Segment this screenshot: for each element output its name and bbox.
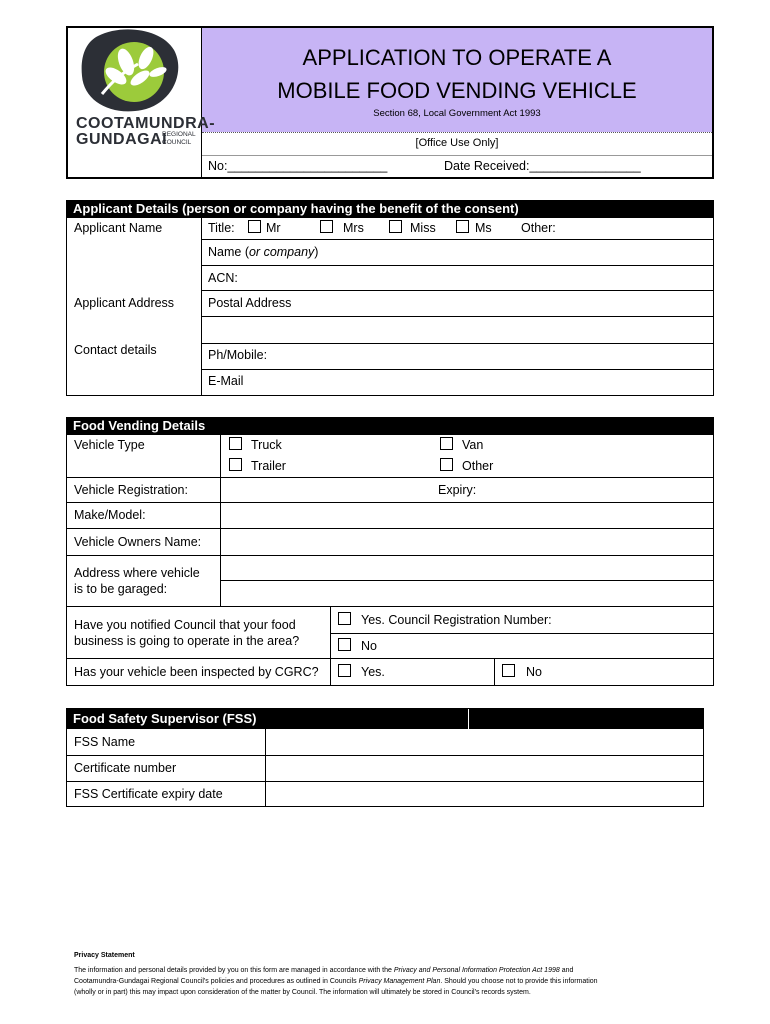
- logo-text-regional: REGIONAL: [162, 131, 196, 138]
- title-other-field[interactable]: Other:: [521, 221, 556, 235]
- name-label-suffix: ): [314, 245, 319, 259]
- office-no-field[interactable]: No:_______________________: [208, 159, 388, 173]
- make-model-input[interactable]: [221, 503, 713, 527]
- notified-yes-checkbox[interactable]: [338, 612, 351, 625]
- phone-mobile-field[interactable]: Ph/Mobile:: [208, 348, 268, 362]
- logo-text-council: COUNCIL: [162, 139, 192, 146]
- privacy-line1-c: and: [559, 967, 574, 974]
- registration-expiry-field[interactable]: Expiry:: [438, 483, 477, 497]
- council-logo-icon: [76, 28, 186, 114]
- vehicle-registration-label: Vehicle Registration:: [74, 483, 188, 497]
- privacy-line2-a: Cootamundra-Gundagai Regional Council's policies and procedures as outlined in Councils: [74, 978, 359, 985]
- page-title-line1: APPLICATION TO OPERATE A: [302, 45, 612, 70]
- vending-row-rule: [66, 658, 714, 659]
- notified-question-line1: Have you notified Council that your food: [74, 618, 296, 632]
- header-dotted-rule: [202, 132, 712, 133]
- name-or-company-field[interactable]: [208, 246, 318, 259]
- applicant-row-rule: [201, 316, 714, 317]
- vehicle-trailer-label: Trailer: [251, 459, 286, 473]
- vehicle-truck-label: Truck: [251, 438, 282, 452]
- title-miss-label: Miss: [410, 221, 436, 235]
- garaged-address-input[interactable]: [221, 556, 713, 605]
- applicant-row-rule: [201, 239, 714, 240]
- notified-no-label: No: [361, 639, 377, 653]
- contact-details-label: Contact details: [74, 343, 157, 357]
- fss-expiry-label: FSS Certificate expiry date: [74, 787, 223, 801]
- privacy-heading: Privacy Statement: [74, 952, 135, 959]
- inspected-question: Has your vehicle been inspected by CGRC?: [74, 665, 319, 679]
- applicant-name-label: Applicant Name: [74, 221, 163, 235]
- name-label-prefix: Name (: [208, 245, 249, 259]
- inspected-no-label: No: [526, 665, 542, 679]
- page-title-line2: MOBILE FOOD VENDING VEHICLE: [277, 78, 637, 103]
- acn-field[interactable]: ACN:: [208, 271, 238, 285]
- applicant-row-rule: [201, 343, 714, 344]
- fss-name-label: FSS Name: [74, 735, 136, 749]
- fss-certificate-label: Certificate number: [74, 761, 177, 775]
- logo-text-line1: COOTAMUNDRA-: [76, 115, 216, 132]
- inspected-yes-label: Yes.: [361, 665, 385, 679]
- vehicle-other-checkbox[interactable]: [440, 458, 453, 471]
- office-date-received-field[interactable]: Date Received:________________: [444, 159, 641, 173]
- page-subtitle: Section 68, Local Government Act 1993: [373, 108, 541, 119]
- vending-row-rule: [66, 606, 714, 607]
- title-ms-checkbox[interactable]: [456, 220, 469, 233]
- logo-text-line2: GUNDAGAI: [76, 131, 168, 148]
- garaged-address-label-line2: is to be garaged:: [74, 582, 168, 596]
- title-mr-checkbox[interactable]: [248, 220, 261, 233]
- applicant-row-rule: [201, 290, 714, 291]
- header-office-rule: [202, 155, 712, 156]
- privacy-line1: [74, 967, 573, 974]
- vehicle-van-label: Van: [462, 438, 484, 452]
- vehicle-other-label: Other: [462, 459, 494, 473]
- vehicle-owners-input[interactable]: [221, 529, 713, 554]
- privacy-line2: [74, 978, 598, 985]
- garaged-address-label-line1: Address where vehicle: [74, 566, 200, 580]
- name-label-italic: or company: [248, 245, 315, 259]
- notified-col-divider: [330, 606, 331, 686]
- email-field[interactable]: E-Mail: [208, 374, 244, 388]
- inspected-col-divider: [494, 658, 495, 686]
- vehicle-registration-input[interactable]: [221, 478, 431, 501]
- vehicle-trailer-checkbox[interactable]: [229, 458, 242, 471]
- notified-question-line2: business is going to operate in the area?: [74, 634, 300, 648]
- notified-yes-registration-field[interactable]: Yes. Council Registration Number:: [361, 613, 552, 627]
- notified-no-checkbox[interactable]: [338, 638, 351, 651]
- inspected-no-checkbox[interactable]: [502, 664, 515, 677]
- title-ms-label: Ms: [475, 221, 492, 235]
- applicant-row-rule: [201, 265, 714, 266]
- privacy-act-name: Privacy and Personal Information Protection Act 1998: [393, 967, 560, 974]
- fss-expiry-input[interactable]: [266, 782, 703, 806]
- privacy-line1-a: The information and personal details provided by you on this form are managed in accordance with the: [74, 967, 394, 974]
- title-mr-label: Mr: [266, 221, 281, 235]
- title-miss-checkbox[interactable]: [389, 220, 402, 233]
- vending-section-heading: Food Vending Details: [66, 417, 714, 435]
- vehicle-owners-label: Vehicle Owners Name:: [74, 535, 202, 549]
- privacy-plan-name: Privacy Management Plan: [358, 978, 441, 985]
- title-label: Title:: [208, 221, 235, 235]
- fss-section-heading: Food Safety Supervisor (FSS): [66, 708, 468, 729]
- title-mrs-checkbox[interactable]: [320, 220, 333, 233]
- vehicle-type-label: Vehicle Type: [74, 438, 145, 452]
- privacy-line3: (wholly or in part) this may impact upon consideration of the matter by Council. The information will ultimately be stored in Council's records system.: [74, 989, 531, 996]
- postal-address-field[interactable]: Postal Address: [208, 296, 292, 310]
- fss-certificate-input[interactable]: [266, 756, 703, 780]
- fss-name-input[interactable]: [266, 730, 703, 754]
- applicant-address-label: Applicant Address: [74, 296, 175, 310]
- title-mrs-label: Mrs: [343, 221, 364, 235]
- vehicle-truck-checkbox[interactable]: [229, 437, 242, 450]
- applicant-section-heading: Applicant Details (person or company having the benefit of the consent): [66, 200, 714, 218]
- vehicle-van-checkbox[interactable]: [440, 437, 453, 450]
- privacy-line2-c: . Should you choose not to provide this information: [440, 978, 598, 985]
- inspected-yes-checkbox[interactable]: [338, 664, 351, 677]
- make-model-label: Make/Model:: [74, 508, 146, 522]
- office-use-label: [Office Use Only]: [415, 137, 499, 149]
- vending-row-rule: [330, 633, 714, 634]
- applicant-row-rule: [201, 369, 714, 370]
